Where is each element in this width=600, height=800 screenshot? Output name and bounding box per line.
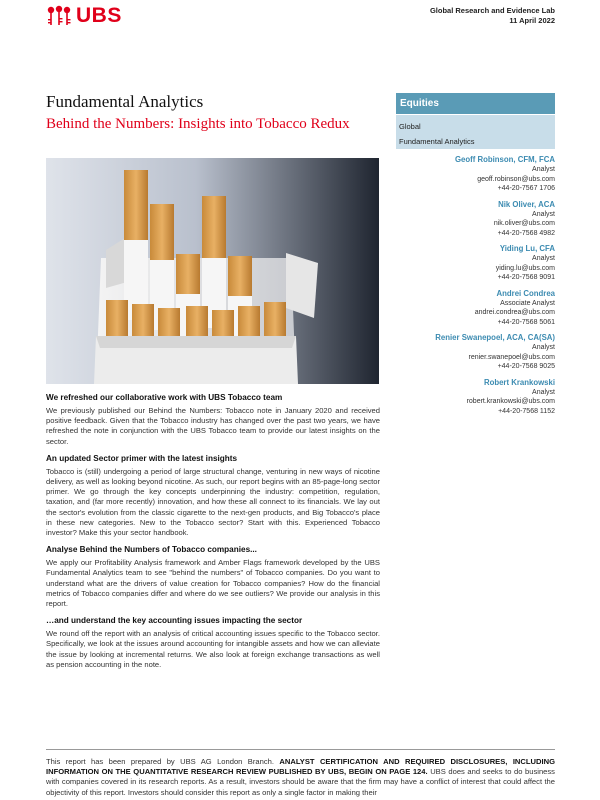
analyst-entry	[355, 244, 555, 283]
analyst-phone: +44-20-7568 4982	[497, 229, 555, 237]
logo-wordmark: UBS	[76, 4, 122, 27]
analyst-entry	[355, 155, 555, 194]
analyst-phone: +44-20-7568 1152	[498, 407, 555, 415]
summary-section	[46, 453, 380, 538]
section-text: Tobacco is (still) undergoing a period of large structural change, venturing in new ways of nicotine delivery, as well as looking beyond nicotine. As such, our report begins with an 85-page-long sector primer. We go through the key concepts underpinning the industry: competition, regulation, taxation, and (far more recently) innovation, and how these all connect to its financials. We lay out the sector's evolution from the classic cigarette to the next-gen products, and Big Tobacco's place in these new categories. New to the Tobacco sector? Start with this. Experienced Tobacco investor? Make this your sector handbook.	[46, 466, 380, 538]
page-subtitle: Behind the Numbers: Insights into Tobacco Redux	[46, 116, 350, 132]
ubs-logo	[46, 4, 122, 28]
analyst-email[interactable]: yiding.lu@ubs.com	[495, 264, 555, 272]
sidebar-tag: Fundamental Analytics	[399, 137, 475, 146]
section-heading: Analyse Behind the Numbers of Tobacco companies...	[46, 545, 257, 555]
analyst-phone: +44-20-7568 9025	[497, 363, 555, 370]
analyst-name: Robert Krankowski	[483, 377, 555, 387]
analyst-role: Analyst	[532, 166, 555, 173]
analyst-email[interactable]: renier.swanepoel@ubs.com	[468, 353, 555, 361]
analyst-email[interactable]: geoff.robinson@ubs.com	[477, 175, 555, 183]
analyst-entry	[355, 378, 555, 417]
analyst-name: Renier Swanepoel, ACA, CA(SA)	[435, 333, 555, 342]
summary-section	[46, 615, 380, 670]
section-heading: …and understand the key accounting issues impacting the sector	[46, 616, 303, 626]
header-info	[430, 6, 555, 26]
analyst-name: Yiding Lu, CFA	[499, 244, 555, 253]
sidebar-category: Equities	[396, 93, 555, 114]
cigarette-pack-image	[46, 158, 379, 384]
footer-divider	[46, 749, 555, 750]
section-text: We previously published our Behind the Numbers: Tobacco note in January 2020 and received positive feedback. Given that the Tobacco industry has changed over the past two years, we have refreshed the note in conjunction with the UBS Tobacco team to provide our latest insights on the sector.	[46, 406, 380, 446]
page-title: Fundamental Analytics	[46, 92, 204, 111]
disclosure-footer	[46, 757, 555, 798]
section-heading: We refreshed our collaborative work with UBS Tobacco team	[46, 393, 283, 402]
section-text: We apply our Profitability Analysis framework and Amber Flags framework developed by the UBS Fundamental Analytics team to see "behind the numbers" of Tobacco companies. Do you want to understand what are the drivers of value creation for Tobacco companies? How do the financial metrics of Tobacco companies differ and where do we see outliers? We provide our analysis in this report.	[46, 558, 380, 609]
ubs-keys-logo-icon	[46, 5, 72, 27]
analyst-role: Analyst	[532, 255, 555, 262]
section-text: We round off the report with an analysis of critical accounting issues specific to the Tobacco sector. Specifically, we look at the issues around accounting for intangible assets and how we can alleviate the issue by looking at incremental returns. We also look at foreign exchange transactions as well as pension accounting in the note.	[46, 629, 380, 669]
analyst-role: Analyst	[532, 210, 555, 218]
analyst-phone: +44-20-7567 1706	[497, 185, 555, 192]
footer-lead: This report has been prepared by UBS AG London Branch.	[46, 757, 274, 766]
analyst-email[interactable]: andrei.condrea@ubs.com	[474, 309, 555, 316]
analyst-role: Analyst	[532, 344, 555, 351]
analyst-phone: +44-20-7568 9091	[497, 274, 555, 281]
sidebar-tags	[396, 115, 555, 149]
footer-disclosure-bold: ANALYST CERTIFICATION AND REQUIRED DISCLOSURES, INCLUDING INFORMATION ON THE QUANTITATIVE RESEARCH REVIEW PUBLISHED BY UBS, BEGIN ON PAGE 124.	[46, 757, 555, 777]
analyst-name: Andrei Condrea	[496, 288, 555, 298]
analyst-name: Geoff Robinson, CFM, FCA	[454, 155, 555, 164]
analyst-email[interactable]: robert.krankowski@ubs.com	[466, 398, 555, 405]
sidebar-tag: Global	[399, 122, 421, 131]
report-summary	[46, 392, 380, 676]
analyst-entry	[355, 289, 555, 328]
analyst-phone: +44-20-7568 5061	[497, 318, 555, 326]
lab-name: Global Research and Evidence Lab	[429, 6, 555, 15]
footer-tail: UBS does and seeks to do business with companies covered in its research reports. As a result, investors should be aware that the firm may have a conflict of interest that could affect the objectivity of this report. Investors should consider this report as only a single factor in making their	[46, 767, 555, 797]
analyst-role: Associate Analyst	[500, 299, 555, 307]
analyst-list	[355, 155, 555, 422]
analyst-entry	[355, 200, 555, 239]
cover-photo	[46, 158, 379, 384]
analyst-email[interactable]: nik.oliver@ubs.com	[493, 220, 555, 227]
analyst-role: Analyst	[532, 388, 555, 396]
summary-section	[46, 392, 380, 447]
section-heading: An updated Sector primer with the latest insights	[46, 453, 238, 463]
analyst-name: Nik Oliver, ACA	[498, 199, 555, 209]
analyst-entry	[355, 333, 555, 372]
summary-section	[46, 544, 380, 609]
report-date: 11 April 2022	[509, 16, 555, 25]
